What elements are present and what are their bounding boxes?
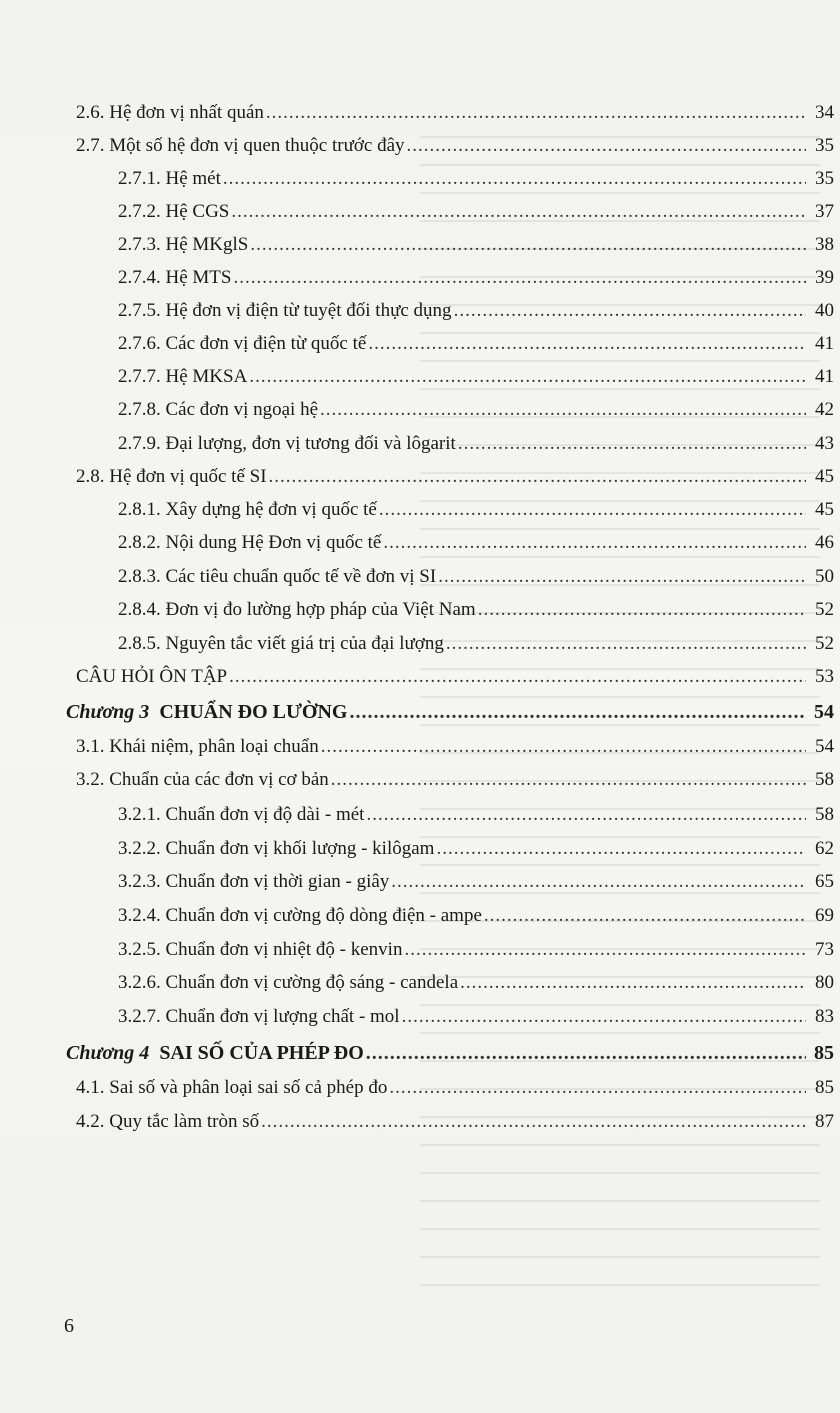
toc-entry-label — [66, 695, 349, 729]
toc-page-number: 45 — [815, 466, 834, 487]
toc-entry-label: 2.7.1. Hệ mét — [118, 168, 221, 189]
toc-entry — [0, 560, 840, 594]
toc-page-number: 80 — [815, 972, 834, 993]
toc-entry-label: 2.7.2. Hệ CGS — [118, 201, 230, 222]
leader-dots — [269, 460, 806, 494]
toc-page-number: 41 — [815, 366, 834, 387]
toc-page-number: 52 — [815, 633, 834, 654]
toc-entry — [0, 393, 840, 427]
toc-entry-label: 2.7.8. Các đơn vị ngoại hệ — [118, 399, 319, 420]
toc-entry — [0, 460, 840, 494]
toc-entry-label: 3.2.4. Chuẩn đơn vị cường độ dòng điện - ampe — [118, 905, 482, 926]
toc-entry-label: 2.7.6. Các đơn vị điện từ quốc tế — [118, 333, 367, 354]
leader-dots — [478, 593, 806, 627]
toc-entry — [0, 360, 840, 394]
chapter-title: CHUẨN ĐO LƯỜNG — [159, 701, 348, 723]
toc-page-number: 53 — [815, 666, 834, 687]
toc-entry-label: 2.8.1. Xây dựng hệ đơn vị quốc tế — [118, 499, 377, 520]
leader-dots — [460, 966, 806, 1000]
toc-page-number: 58 — [815, 804, 834, 825]
toc-entry — [0, 228, 840, 262]
toc-page-number: 58 — [815, 769, 834, 790]
toc-page-number: 38 — [815, 234, 834, 255]
leader-dots — [349, 695, 806, 729]
toc-entry — [0, 763, 840, 797]
toc-entry-label: 2.7.5. Hệ đơn vị điện từ tuyệt đối thực dụng — [118, 300, 452, 321]
toc-entry — [0, 865, 840, 899]
toc-entry-label: 2.8.5. Nguyên tắc viết giá trị của đại lượng — [118, 633, 444, 654]
leader-dots — [321, 730, 806, 764]
toc-entry — [0, 593, 840, 627]
toc-page-number: 69 — [815, 905, 834, 926]
toc-entry-label: 2.7.9. Đại lượng, đơn vị tương đối và lôgarit — [118, 433, 456, 454]
toc-entry-label: 2.8.2. Nội dung Hệ Đơn vị quốc tế — [118, 532, 382, 553]
toc-entry — [0, 327, 840, 361]
leader-dots — [250, 228, 806, 262]
leader-dots — [389, 1071, 806, 1105]
toc-entry-label: 2.8. Hệ đơn vị quốc tế SI — [76, 466, 267, 487]
leader-dots — [407, 129, 806, 163]
toc-entry-label: 3.2. Chuẩn của các đơn vị cơ bản — [76, 769, 329, 790]
leader-dots — [458, 427, 806, 461]
toc-entry — [0, 1000, 840, 1034]
toc-entry — [0, 798, 840, 832]
leader-dots — [261, 1105, 806, 1139]
toc-page-number: 54 — [814, 701, 834, 723]
toc-entry-label: 2.7.7. Hệ MKSA — [118, 366, 248, 387]
toc-entry-label: 3.2.3. Chuẩn đơn vị thời gian - giây — [118, 871, 390, 892]
toc-page-number: 45 — [815, 499, 834, 520]
toc-page-number: 83 — [815, 1006, 834, 1027]
toc-entry-label: 3.2.7. Chuẩn đơn vị lượng chất - mol — [118, 1006, 400, 1027]
toc-entry — [0, 966, 840, 1000]
leader-dots — [391, 865, 806, 899]
toc-page-number: 39 — [815, 267, 834, 288]
toc-entry-label: 3.2.5. Chuẩn đơn vị nhiệt độ - kenvin — [118, 939, 403, 960]
toc-entry-label: 2.7.4. Hệ MTS — [118, 267, 232, 288]
leader-dots — [383, 526, 806, 560]
leader-dots — [402, 1000, 806, 1034]
toc-page-number: 35 — [815, 168, 834, 189]
toc-entry-label: 2.6. Hệ đơn vị nhất quán — [76, 102, 264, 123]
toc-entry-label: 3.2.2. Chuẩn đơn vị khối lượng - kilôgam — [118, 838, 435, 859]
leader-dots — [368, 327, 806, 361]
toc-entry — [0, 627, 840, 661]
leader-dots — [233, 261, 806, 295]
toc-entry-label: 3.2.6. Chuẩn đơn vị cường độ sáng - candela — [118, 972, 459, 993]
toc-page-number: 65 — [815, 871, 834, 892]
leader-dots — [223, 162, 806, 196]
toc-page-number: 50 — [815, 566, 834, 587]
leader-dots — [266, 96, 806, 130]
toc-chapter-heading — [0, 1036, 840, 1070]
toc-entry — [0, 261, 840, 295]
toc-entry — [0, 526, 840, 560]
chapter-number: Chương 4 — [66, 1042, 150, 1064]
toc-entry — [0, 96, 840, 130]
toc-entry-label — [66, 1036, 366, 1070]
toc-page-number: 54 — [815, 736, 834, 757]
toc-entry — [0, 427, 840, 461]
toc-page-number: 46 — [815, 532, 834, 553]
toc-page-number: 42 — [815, 399, 834, 420]
toc-page-number: 37 — [815, 201, 834, 222]
chapter-title: SAI SỐ CỦA PHÉP ĐO — [159, 1042, 364, 1064]
leader-dots — [484, 899, 806, 933]
toc-chapter-heading — [0, 695, 840, 729]
toc-page-number: 52 — [815, 599, 834, 620]
toc-page-number: 73 — [815, 939, 834, 960]
toc-entry — [0, 1071, 840, 1105]
toc-entry-label: 2.7.3. Hệ MKglS — [118, 234, 249, 255]
toc-entry — [0, 294, 840, 328]
toc-entry — [0, 493, 840, 527]
toc-entry — [0, 832, 840, 866]
leader-dots — [249, 360, 806, 394]
toc-entry — [0, 162, 840, 196]
leader-dots — [320, 393, 806, 427]
toc-page-number: 41 — [815, 333, 834, 354]
leader-dots — [436, 832, 806, 866]
leader-dots — [438, 560, 806, 594]
toc-entry — [0, 129, 840, 163]
page-number: 6 — [64, 1315, 74, 1337]
toc-entry-label: 2.7. Một số hệ đơn vị quen thuộc trước đây — [76, 135, 405, 156]
leader-dots — [229, 660, 806, 694]
toc-entry — [0, 660, 840, 694]
toc-page-number: 85 — [814, 1042, 834, 1064]
toc-entry-label: CÂU HỎI ÔN TẬP — [76, 666, 228, 687]
toc-entry-label: 2.8.4. Đơn vị đo lường hợp pháp của Việt Nam — [118, 599, 476, 620]
toc-page-number: 40 — [815, 300, 834, 321]
toc-entry — [0, 730, 840, 764]
leader-dots — [446, 627, 806, 661]
toc-page-number: 35 — [815, 135, 834, 156]
leader-dots — [231, 195, 806, 229]
toc-entry-label: 2.8.3. Các tiêu chuẩn quốc tế về đơn vị SI — [118, 566, 437, 587]
toc-entry-label: 4.1. Sai số và phân loại sai số cả phép đo — [76, 1077, 388, 1098]
toc-entry — [0, 195, 840, 229]
leader-dots — [331, 763, 806, 797]
leader-dots — [366, 1036, 806, 1070]
leader-dots — [379, 493, 806, 527]
toc-page-number: 85 — [815, 1077, 834, 1098]
leader-dots — [404, 933, 806, 967]
toc-entry — [0, 1105, 840, 1139]
leader-dots — [454, 294, 806, 328]
toc-page-number: 43 — [815, 433, 834, 454]
leader-dots — [366, 798, 806, 832]
chapter-number: Chương 3 — [66, 701, 150, 723]
toc-entry-label: 3.2.1. Chuẩn đơn vị độ dài - mét — [118, 804, 365, 825]
toc-entry — [0, 899, 840, 933]
toc-page-number: 62 — [815, 838, 834, 859]
toc-entry-label: 4.2. Quy tắc làm tròn số — [76, 1111, 260, 1132]
toc-page-number: 34 — [815, 102, 834, 123]
toc-page-number: 87 — [815, 1111, 834, 1132]
toc-entry-label: 3.1. Khái niệm, phân loại chuẩn — [76, 736, 319, 757]
toc-entry — [0, 933, 840, 967]
